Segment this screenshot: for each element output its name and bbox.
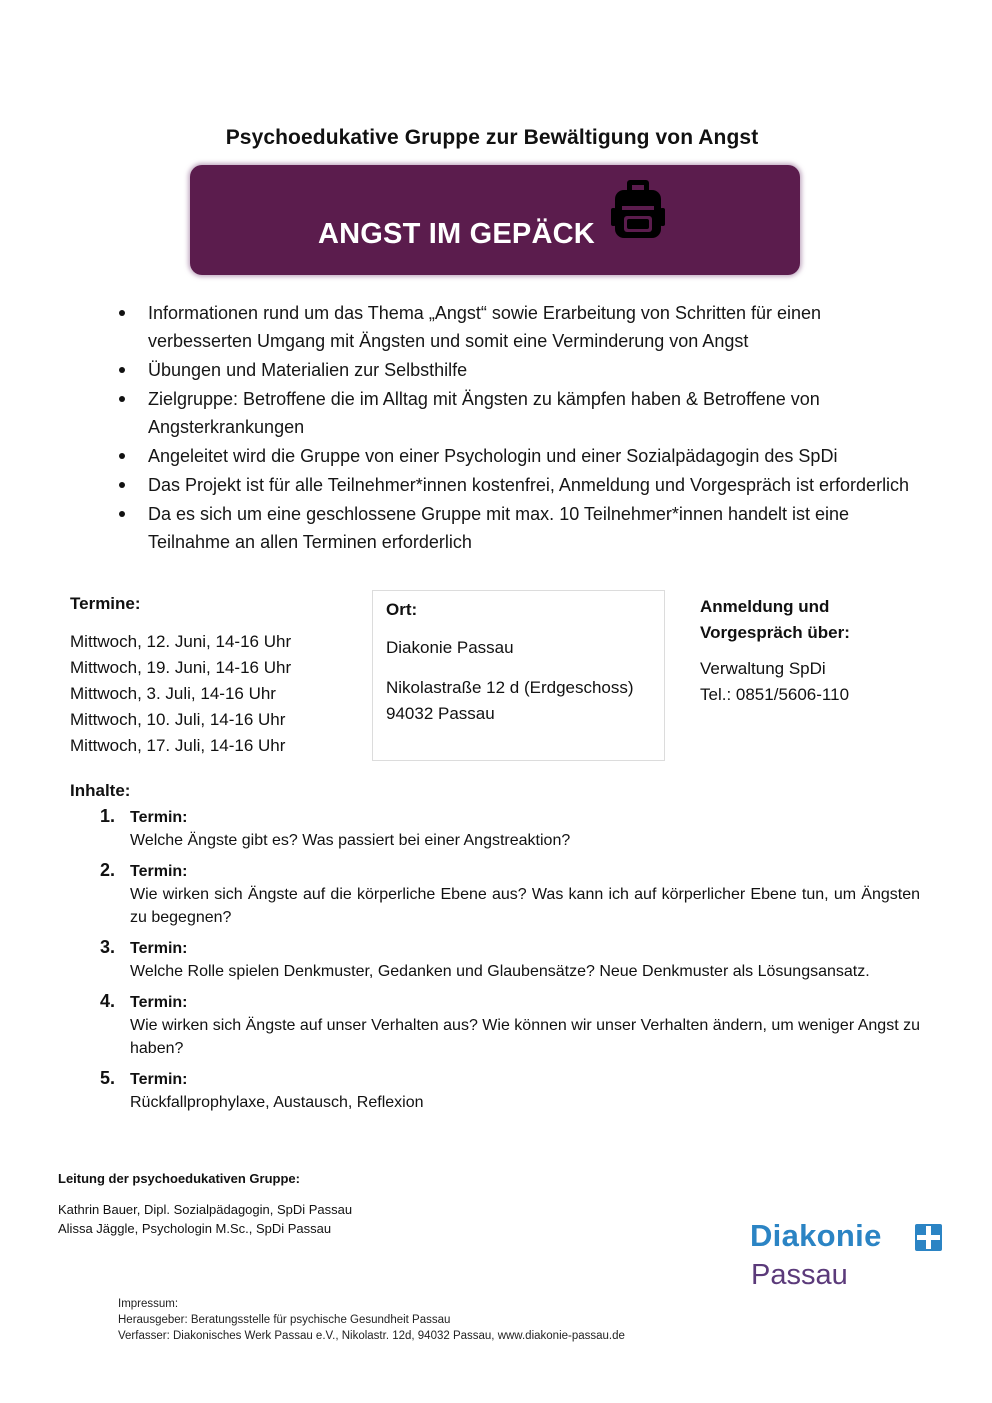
anmeldung-heading-line: Vorgespräch über:: [700, 623, 850, 642]
leitung-people: [58, 1200, 352, 1238]
anmeldung-heading-line: Anmeldung und: [700, 597, 830, 616]
title-banner: [190, 165, 800, 275]
list-item: [100, 991, 920, 1060]
ort-street: Nikolastraße 12 d (Erdgeschoss): [386, 678, 634, 697]
list-item: [100, 806, 920, 852]
list-item: [100, 937, 920, 983]
anmeldung-contact-block: [700, 656, 849, 708]
banner-title: ANGST IM GEPÄCK: [318, 218, 595, 250]
bullet-item: Informationen rund um das Thema „Angst“ sowie Erarbeitung von Schritten für einen verbesserten Umgang mit Ängsten und somit eine Verminderung von Angst: [118, 299, 918, 355]
inhalte-heading: Inhalte:: [70, 781, 131, 800]
item-number: 4.: [100, 991, 116, 1011]
bullet-item: Da es sich um eine geschlossene Gruppe mit max. 10 Teilnehmer*innen handelt ist eine Teilnahme an allen Terminen erforderlich: [118, 500, 918, 556]
termin-date: Mittwoch, 12. Juni, 14-16 Uhr: [70, 632, 292, 651]
diakonie-cross-icon: [915, 1224, 942, 1251]
bullet-item: Angeleitet wird die Gruppe von einer Psychologin und einer Sozialpädagogin des SpDi: [118, 442, 918, 470]
anmeldung-heading: [700, 594, 850, 646]
item-label: Termin:: [130, 994, 188, 1011]
ort-address: [386, 675, 634, 727]
inhalte-list: [100, 806, 920, 1122]
item-number: 3.: [100, 937, 116, 957]
item-number: 2.: [100, 860, 116, 880]
anmeldung-contact: Verwaltung SpDi: [700, 659, 826, 678]
passau-logo-text: Passau: [751, 1259, 848, 1291]
termin-date: Mittwoch, 17. Juli, 14-16 Uhr: [70, 736, 286, 755]
item-number: 1.: [100, 806, 116, 826]
bullet-item: Das Projekt ist für alle Teilnehmer*innen kostenfrei, Anmeldung und Vorgespräch ist erforderlich: [118, 471, 918, 499]
ort-heading: Ort:: [386, 600, 418, 619]
termine-list: [70, 629, 291, 759]
termin-date: Mittwoch, 19. Juni, 14-16 Uhr: [70, 658, 292, 677]
anmeldung-phone: Tel.: 0851/5606-110: [700, 685, 850, 704]
item-label: Termin:: [130, 863, 188, 880]
impressum: [118, 1296, 625, 1344]
leitung-person: Kathrin Bauer, Dipl. Sozialpädagogin, SpDi Passau: [58, 1202, 353, 1217]
ort-name: Diakonie Passau: [386, 638, 514, 657]
item-text: Wie wirken sich Ängste auf die körperliche Ebene aus? Was kann ich auf körperlicher Ebene tun, um Ängsten zu begegnen?: [130, 886, 920, 926]
termine-heading: Termine:: [70, 594, 141, 613]
termin-date: Mittwoch, 3. Juli, 14-16 Uhr: [70, 684, 276, 703]
list-item: [100, 860, 920, 929]
leitung-heading: Leitung der psychoedukativen Gruppe:: [58, 1171, 300, 1186]
list-item: [100, 1068, 920, 1114]
info-bullet-list: [118, 299, 918, 557]
item-text: Wie wirken sich Ängste auf unser Verhalten aus? Wie können wir unser Verhalten ändern, um weniger Angst zu haben?: [130, 1017, 920, 1057]
impressum-line: Herausgeber: Beratungsstelle für psychische Gesundheit Passau: [118, 1314, 451, 1326]
item-text: Welche Ängste gibt es? Was passiert bei einer Angstreaktion?: [130, 832, 571, 849]
item-number: 5.: [100, 1068, 116, 1088]
bullet-item: Übungen und Materialien zur Selbsthilfe: [118, 356, 918, 384]
item-label: Termin:: [130, 809, 188, 826]
backpack-icon: [610, 176, 666, 240]
item-text: Rückfallprophylaxe, Austausch, Reflexion: [130, 1094, 424, 1111]
item-label: Termin:: [130, 940, 188, 957]
item-label: Termin:: [130, 1071, 188, 1088]
leitung-person: Alissa Jäggle, Psychologin M.Sc., SpDi Passau: [58, 1221, 332, 1236]
diakonie-logo-text: Diakonie: [750, 1218, 882, 1253]
bullet-item: Zielgruppe: Betroffene die im Alltag mit Ängsten zu kämpfen haben & Betroffene von Angsterkrankungen: [118, 385, 918, 441]
item-text: Welche Rolle spielen Denkmuster, Gedanken und Glaubensätze? Neue Denkmuster als Lösungsansatz.: [130, 963, 870, 980]
page-title: Psychoedukative Gruppe zur Bewältigung von Angst: [225, 126, 759, 149]
impressum-line: Impressum:: [118, 1298, 179, 1310]
impressum-line: Verfasser: Diakonisches Werk Passau e.V., Nikolastr. 12d, 94032 Passau, www.diakonie-passau.de: [118, 1330, 625, 1342]
ort-city: 94032 Passau: [386, 704, 495, 723]
termin-date: Mittwoch, 10. Juli, 14-16 Uhr: [70, 710, 286, 729]
